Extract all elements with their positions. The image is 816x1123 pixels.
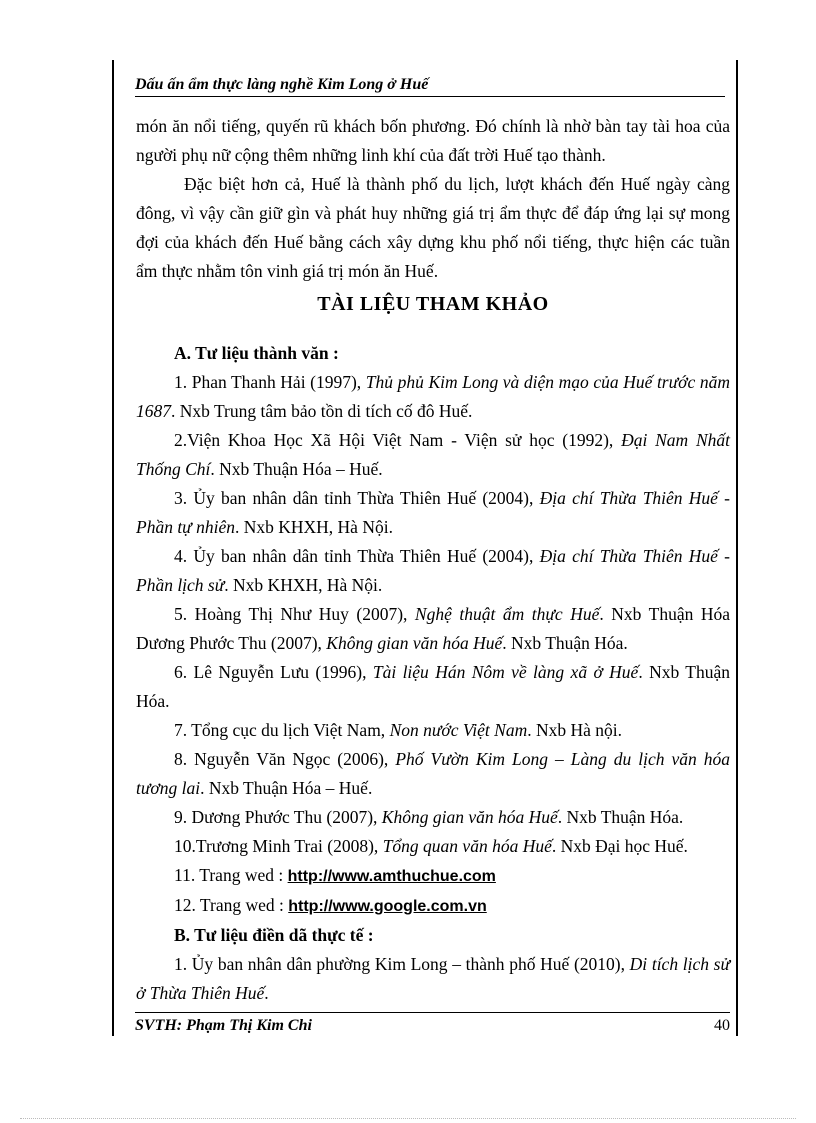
page-edge-divider [20, 1118, 796, 1119]
reference-item: 10.Trương Minh Trai (2008), Tổng quan văn hóa Huế. Nxb Đại học Huế. [174, 836, 688, 856]
section-b-heading: B. Tư liệu điền dã thực tế : [174, 925, 374, 945]
reference-item: 4. Ủy ban nhân dân tỉnh Thừa Thiên Huế (2004), Địa chí Thừa Thiên Huế - Phần lịch sử. Nxb KHXH, Hà Nội. [136, 546, 730, 595]
reference-item: 6. Lê Nguyễn Lưu (1996), Tài liệu Hán Nôm về làng xã ở Huế. Nxb Thuận Hóa. [136, 662, 730, 711]
running-header: Dấu ấn ẩm thực làng nghề Kim Long ở Huế [135, 76, 725, 97]
section-a-heading: A. Tư liệu thành văn : [174, 343, 339, 363]
reference-item: 8. Nguyễn Văn Ngọc (2006), Phố Vườn Kim Long – Làng du lịch văn hóa tương lai. Nxb Thuận Hóa – Huế. [136, 749, 730, 798]
reference-link[interactable]: http://www.amthuchue.com [287, 868, 496, 885]
reference-item: 9. Dương Phước Thu (2007), Không gian văn hóa Huế. Nxb Thuận Hóa. [174, 807, 684, 827]
reference-item: 1. Ủy ban nhân dân phường Kim Long – thành phố Huế (2010), Di tích lịch sử ở Thừa Thiên Huế. [136, 954, 731, 1003]
reference-web-item: 12. Trang wed : http://www.google.com.vn [174, 895, 487, 915]
reference-item: 2.Viện Khoa Học Xã Hội Việt Nam - Viện sử học (1992), Đại Nam Nhất Thống Chí. Nxb Thuận Hóa – Huế. [136, 430, 730, 479]
reference-item: 1. Phan Thanh Hải (1997), Thủ phủ Kim Long và diện mạo của Huế trước năm 1687. Nxb Trung tâm bảo tồn di tích cố đô Huế. [136, 372, 730, 421]
reference-item: 7. Tổng cục du lịch Việt Nam, Non nước Việt Nam. Nxb Hà nội. [174, 720, 622, 740]
page-number: 40 [714, 1017, 730, 1034]
page-footer [135, 1012, 730, 1035]
reference-item: 3. Ủy ban nhân dân tỉnh Thừa Thiên Huế (2004), Địa chí Thừa Thiên Huế - Phần tự nhiên. Nxb KHXH, Hà Nội. [136, 488, 730, 537]
references-title: TÀI LIỆU THAM KHẢO [317, 293, 549, 315]
body-paragraph-1: món ăn nổi tiếng, quyến rũ khách bốn phương. Đó chính là nhờ bàn tay tài hoa của người phụ nữ cộng thêm những linh khí của đất trời Huế tạo thành. [136, 116, 730, 165]
page-content [136, 112, 730, 1008]
footer-author: SVTH: Phạm Thị Kim Chi [135, 1017, 312, 1034]
reference-link[interactable]: http://www.google.com.vn [288, 898, 487, 915]
body-paragraph-2: Đặc biệt hơn cả, Huế là thành phố du lịch, lượt khách đến Huế ngày càng đông, vì vậy cần giữ gìn và phát huy những giá trị ẩm thực để đáp ứng lại sự mong đợi của khách đến Huế bằng cách xây dựng khu phố nổi tiếng, thực hiện các tuần ẩm thực nhằm tôn vinh giá trị món ăn Huế. [136, 174, 730, 281]
reference-web-item: 11. Trang wed : http://www.amthuchue.com [174, 865, 496, 885]
reference-item: 5. Hoàng Thị Như Huy (2007), Nghệ thuật ẩm thực Huế. Nxb Thuận Hóa Dương Phước Thu (2007), Không gian văn hóa Huế. Nxb Thuận Hóa. [136, 604, 731, 653]
